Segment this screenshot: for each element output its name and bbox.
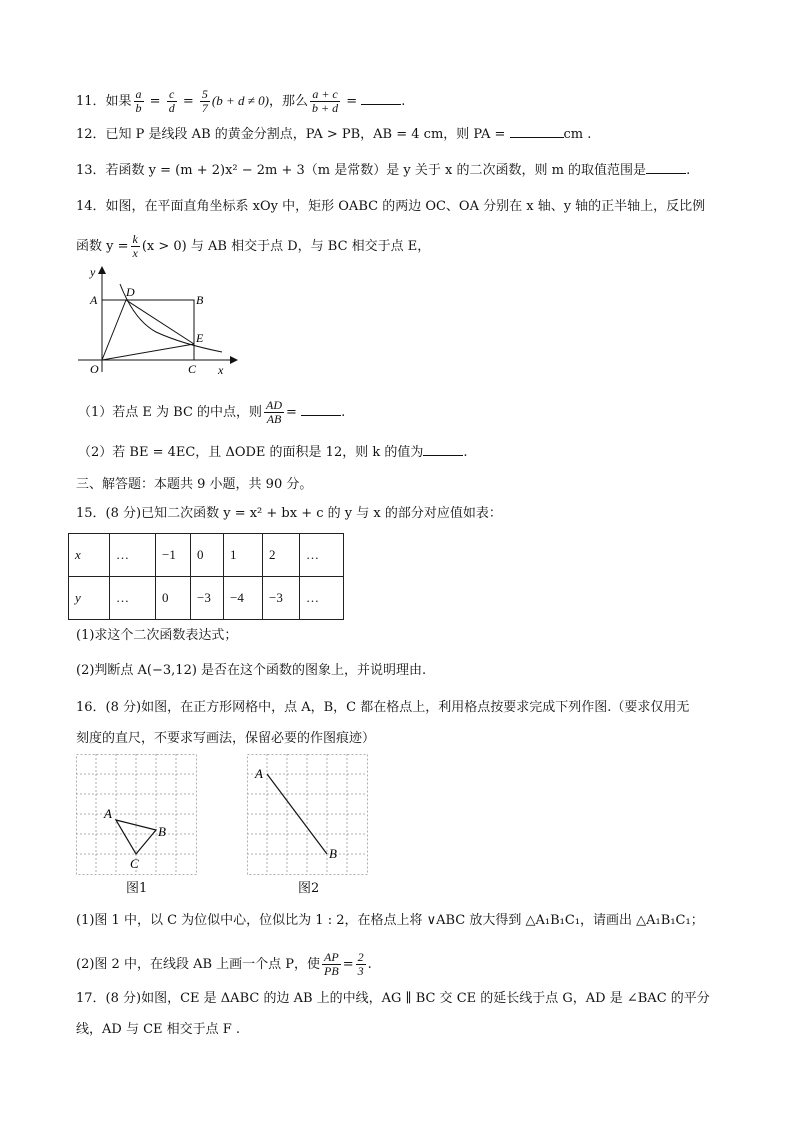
label-b: B xyxy=(196,293,204,307)
question-16-line2 xyxy=(76,730,375,748)
q16-frac2-num: 2 xyxy=(357,950,364,964)
q12-unit: cm . xyxy=(563,127,592,142)
q16-frac-num: AP xyxy=(324,950,339,964)
q11-frac3-num: 5 xyxy=(201,87,208,101)
segment-de xyxy=(126,300,194,344)
section3-text: 三、解答题：本题共 9 小题，共 90 分。 xyxy=(76,477,313,492)
q14-frac-ad-ab xyxy=(264,399,284,426)
x-axis-arrow-icon xyxy=(230,356,238,364)
answer-blank-14-1[interactable] xyxy=(301,403,341,416)
grid-figure-2 xyxy=(247,754,371,876)
q16-frac2-den: 3 xyxy=(357,964,364,978)
question-17-line2 xyxy=(76,1021,240,1039)
q14-frac-den: x xyxy=(132,246,138,260)
label-o: O xyxy=(90,362,99,376)
y-axis-arrow-icon xyxy=(98,266,106,274)
q16-line2: 刻度的直尺，不要求写画法，保留必要的作图痕迹） xyxy=(76,731,376,746)
q11-frac3-den: 7 xyxy=(201,101,208,115)
q14-sub1-prefix: （1）若点 E 为 BC 的中点，则 xyxy=(78,405,263,420)
q15-part1: (1)求这个二次函数表达式； xyxy=(76,628,238,643)
q11-frac4-num: a + c xyxy=(310,88,340,102)
label-a: A xyxy=(90,293,98,307)
table-cell: y xyxy=(69,577,110,620)
question-16-line1 xyxy=(76,699,689,717)
q16-line1: 16．(8 分)如图，在正方形网格中，点 A，B，C 都在格点上，利用格点按要求完成下列作图.（要求仅用无 xyxy=(76,700,690,715)
q11-frac-a-b xyxy=(134,88,144,115)
q16-frac-2-3 xyxy=(356,951,366,978)
question-12 xyxy=(76,125,591,144)
segment-od xyxy=(102,300,126,360)
question-14-part1: （1）若点 E 为 BC 的中点，则 $\frac{AD}{AB}$ = . xyxy=(78,398,346,426)
label-c: C xyxy=(188,362,197,376)
label-d: D xyxy=(126,285,135,299)
table-cell: −3 xyxy=(263,577,300,620)
segment-oe xyxy=(102,344,194,360)
q14-figure xyxy=(72,262,242,382)
hyperbola-curve xyxy=(120,284,222,352)
label-x: x xyxy=(218,363,224,377)
label-a: A xyxy=(104,806,112,821)
q11-frac-c-d xyxy=(167,88,177,115)
value-table xyxy=(68,533,344,620)
question-14-line2 xyxy=(76,233,430,260)
q17-line1: 17．(8 分)如图，CE 是 ΔABC 的边 AB 上的中线，AG ∥ BC 交 CE 的延长线于点 G，AD 是 ∠BAC 的平分 xyxy=(76,991,710,1006)
q11-mid: ，那么 xyxy=(268,94,308,109)
fig1-caption: 图1 xyxy=(126,881,148,896)
q11-prefix: 11．如果 xyxy=(76,94,132,109)
answer-blank-13[interactable] xyxy=(646,161,686,174)
label-c: C xyxy=(130,856,139,871)
q14-frac-k-x xyxy=(131,233,140,260)
q11-tail: . xyxy=(401,94,406,109)
table-cell: x xyxy=(69,534,110,577)
table-cell: −1 xyxy=(156,534,191,577)
fig2-caption: 图2 xyxy=(298,881,320,896)
table-cell: −4 xyxy=(224,577,263,620)
label-e: E xyxy=(196,331,204,345)
table-cell: 0 xyxy=(191,534,224,577)
q13-tail: . xyxy=(686,163,691,178)
answer-blank-11[interactable] xyxy=(361,92,401,105)
q11-condition: (b + d ≠ 0) xyxy=(211,93,269,108)
table-cell: … xyxy=(300,577,344,620)
table-cell: 2 xyxy=(263,534,300,577)
q11-frac-sum xyxy=(310,88,340,115)
q16-eq: = xyxy=(342,957,354,972)
rectangle-oabc xyxy=(102,300,194,360)
label-a: A xyxy=(255,766,263,781)
q17-line2: 线，AD 与 CE 相交于点 F . xyxy=(76,1022,241,1037)
q16-part2-prefix: (2)图 2 中，在线段 AB 上画一个点 P，使 xyxy=(76,957,321,972)
table-row-x xyxy=(69,534,344,577)
question-11: 11．如果 $\frac{a}{b}$ = $\frac{c}{d}$ = $\frac{5}{7}$ (b + d ≠ 0)，那么 $\frac{a + c}{b + d}$ = . xyxy=(76,87,406,115)
grid-border xyxy=(248,755,368,875)
q13-text: 13．若函数 y = (m + 2)x² − 2m + 3（m 是常数）是 y 关于 x 的二次函数，则 m 的取值范围是 xyxy=(76,163,647,178)
q14-sub1-den: AB xyxy=(266,412,282,426)
q16-part2-suffix: . xyxy=(367,957,372,972)
q11-frac1-den: b xyxy=(135,101,142,115)
label-b: B xyxy=(158,824,166,839)
q11-frac1-num: a xyxy=(135,87,142,101)
table-cell: 0 xyxy=(156,577,191,620)
table-cell: … xyxy=(110,577,156,620)
answer-blank-12[interactable] xyxy=(510,125,564,138)
grid-lines xyxy=(247,754,367,874)
q11-frac2-num: c xyxy=(167,88,177,102)
question-13 xyxy=(76,161,690,180)
answer-blank-14-2[interactable] xyxy=(423,443,463,456)
q11-frac2-den: d xyxy=(168,101,175,115)
q14-sub1-suffix: . xyxy=(341,405,346,420)
table-cell: −3 xyxy=(191,577,224,620)
grid-figure-1 xyxy=(76,754,200,876)
q14-line2-prefix: 函数 y = xyxy=(76,239,129,254)
table-cell: 1 xyxy=(224,534,263,577)
q14-sub1-num: AD xyxy=(266,398,283,412)
triangle-abc xyxy=(116,820,156,854)
table-cell: … xyxy=(300,534,344,577)
table-cell: … xyxy=(110,534,156,577)
question-16-part2 xyxy=(76,951,372,978)
q15-part2: (2)判断点 A(−3,12) 是否在这个函数的图象上，并说明理由. xyxy=(76,663,427,678)
question-15-part1 xyxy=(76,627,237,645)
label-y: y xyxy=(90,265,96,279)
question-15 xyxy=(76,505,502,523)
q14-sub2-prefix: （2）若 BE = 4EC，且 ΔODE 的面积是 12，则 k 的值为 xyxy=(78,445,424,460)
q16-part1: (1)图 1 中，以 C 为位似中心，位似比为 1 : 2，在格点上将 ∨ABC 放大得到 △A₁B₁C₁，请画出 △A₁B₁C₁； xyxy=(76,913,704,928)
question-15-part2 xyxy=(76,662,426,680)
q14-sub2-suffix: . xyxy=(463,445,468,460)
question-16-part1 xyxy=(76,912,704,930)
question-17-line1 xyxy=(76,990,710,1008)
q12-text: 12．已知 P 是线段 AB 的黄金分割点，PA > PB，AB = 4 cm，则 PA = xyxy=(76,127,506,142)
label-b: B xyxy=(329,846,337,861)
q14-frac-num: k xyxy=(132,232,138,246)
q15-intro: 15．(8 分)已知二次函数 y = x² + bx + c 的 y 与 x 的部分对应值如表： xyxy=(76,506,502,521)
q14-line1: 14．如图，在平面直角坐标系 xOy 中，矩形 OABC 的两边 OC、OA 分别在 x 轴、y 轴的正半轴上，反比例 xyxy=(76,199,706,214)
section-heading-3 xyxy=(76,476,312,494)
q14-line2-suffix: (x > 0) 与 AB 相交于点 D，与 BC 相交于点 E， xyxy=(141,239,431,254)
figure-1-caption xyxy=(126,880,147,898)
q16-frac-ap-pb xyxy=(322,951,341,978)
figure-2-caption xyxy=(298,880,319,898)
question-14-line1 xyxy=(76,198,705,216)
question-14-part2 xyxy=(78,443,468,462)
q11-frac4-den: b + d xyxy=(311,101,339,115)
table-row-y xyxy=(69,577,344,620)
q11-frac-5-7 xyxy=(200,88,210,115)
q16-frac-den: PB xyxy=(324,964,339,978)
